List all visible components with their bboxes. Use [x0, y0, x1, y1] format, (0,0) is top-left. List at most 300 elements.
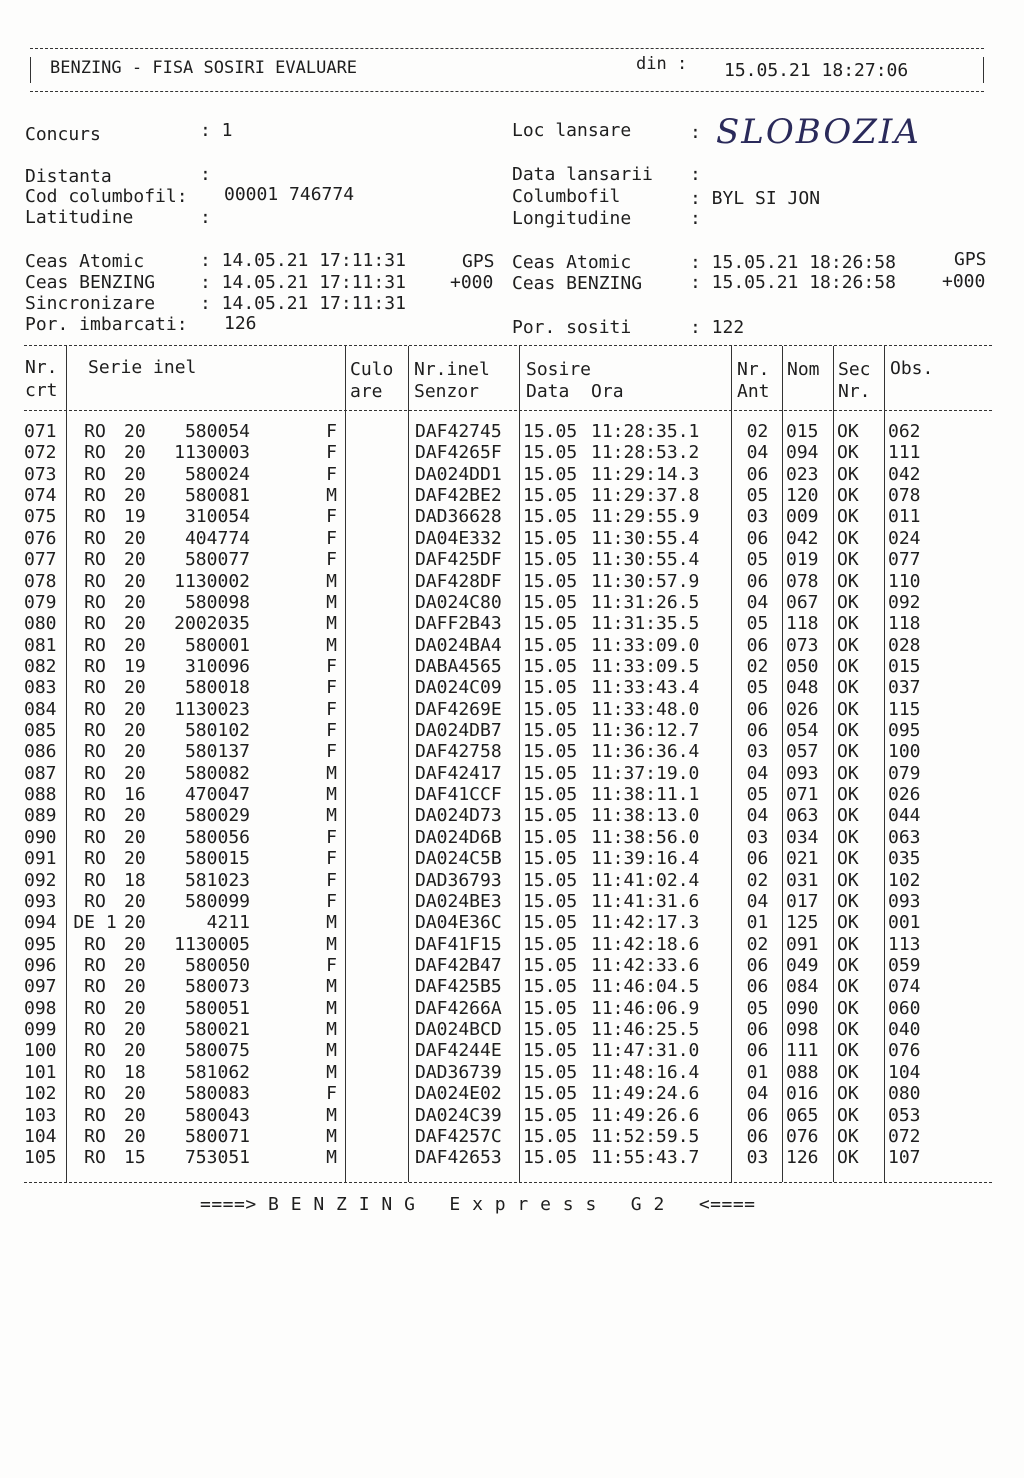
row-obs: 110 [888, 570, 921, 592]
row-time: 11:29:55.9 [591, 506, 700, 528]
row-nr: 091 [24, 848, 57, 870]
row-obs: 111 [888, 442, 921, 464]
row-senzor: DAF41CCF [415, 784, 502, 806]
row-ant: 06 [746, 570, 769, 592]
row-culoare [343, 1083, 409, 1104]
row-nom: 118 [786, 613, 819, 635]
row-culoare [343, 677, 409, 698]
row-ant: 06 [746, 954, 769, 976]
col-sosire-header-1: Sosire [526, 359, 592, 380]
table-row [24, 656, 942, 677]
row-year: 20 [124, 890, 146, 912]
row-culoare [343, 741, 409, 762]
ceas-atomic-left-value: : 14.05.21 17:11:31 [200, 250, 406, 271]
table-row [24, 848, 942, 869]
row-nr: 103 [24, 1104, 57, 1126]
data-lansarii-label: Data lansarii [512, 164, 653, 185]
row-sec: OK [837, 976, 859, 998]
row-time: 11:33:43.4 [591, 677, 700, 699]
table-row [24, 1126, 942, 1147]
row-ring-number: 404774 [184, 527, 250, 549]
table-row [24, 1083, 942, 1104]
row-culoare [343, 827, 409, 848]
row-obs: 026 [888, 784, 921, 806]
columbofil-label: Columbofil [512, 186, 621, 207]
row-nr: 100 [24, 1040, 57, 1062]
row-ant: 06 [746, 1125, 769, 1147]
row-sex: F [326, 1083, 337, 1105]
row-ant: 05 [746, 997, 769, 1019]
row-year: 20 [124, 848, 146, 870]
row-sec: OK [837, 421, 859, 442]
row-nr: 078 [24, 570, 57, 592]
por-imbarcati-value: 126 [224, 313, 257, 334]
row-ring-number: 753051 [184, 1147, 250, 1169]
row-year: 20 [124, 677, 146, 699]
row-nom: 057 [786, 741, 819, 763]
row-ring-number: 2002035 [174, 613, 250, 635]
row-year: 20 [124, 570, 146, 592]
table-row [24, 891, 942, 912]
row-date: 15.05 [523, 655, 578, 677]
row-country: RO [84, 784, 106, 806]
row-date: 15.05 [523, 1040, 578, 1062]
row-nr: 105 [24, 1147, 57, 1169]
row-nom: 078 [786, 570, 819, 592]
row-ring-number: 470047 [184, 784, 250, 806]
row-nom: 076 [786, 1125, 819, 1147]
row-year: 20 [124, 591, 146, 613]
row-date: 15.05 [523, 869, 578, 891]
row-sec: OK [837, 591, 859, 613]
row-time: 11:33:48.0 [591, 698, 700, 720]
row-date: 15.05 [523, 933, 578, 955]
row-ring-number: 580021 [184, 1019, 250, 1041]
row-time: 11:29:37.8 [591, 485, 700, 507]
row-culoare [343, 635, 409, 656]
row-country: RO [84, 720, 106, 742]
row-senzor: DA024BCD [415, 1019, 502, 1041]
row-sex: M [326, 805, 337, 827]
row-senzor: DAF42BE2 [415, 485, 502, 507]
table-row [24, 592, 942, 613]
table-row [24, 613, 942, 634]
row-senzor: DAF42653 [415, 1147, 502, 1169]
row-senzor: DA024DB7 [415, 720, 502, 742]
row-nom: 034 [786, 826, 819, 848]
row-year: 20 [124, 762, 146, 784]
row-obs: 113 [888, 933, 921, 955]
row-nom: 048 [786, 677, 819, 699]
row-sex: M [326, 933, 337, 955]
row-sex: F [326, 463, 337, 485]
row-country: RO [84, 890, 106, 912]
row-country: RO [84, 698, 106, 720]
row-sex: M [326, 784, 337, 806]
row-time: 11:42:33.6 [591, 954, 700, 976]
row-ring-number: 581062 [184, 1061, 250, 1083]
row-ring-number: 580102 [184, 720, 250, 742]
row-obs: 059 [888, 954, 921, 976]
row-ring-number: 580071 [184, 1125, 250, 1147]
row-sec: OK [837, 1104, 859, 1126]
row-obs: 077 [888, 549, 921, 571]
row-ant: 05 [746, 485, 769, 507]
row-senzor: DAF42417 [415, 762, 502, 784]
row-sec: OK [837, 463, 859, 485]
row-ring-number: 580056 [184, 826, 250, 848]
row-sex: F [326, 527, 337, 549]
row-sec: OK [837, 613, 859, 635]
row-ring-number: 580054 [184, 421, 250, 442]
table-row [24, 827, 942, 848]
row-country: RO [84, 1061, 106, 1083]
row-nom: 050 [786, 655, 819, 677]
report-datetime: 15.05.21 18:27:06 [724, 60, 909, 81]
ceas-atomic-left-label: Ceas Atomic [25, 251, 145, 272]
row-culoare [343, 1126, 409, 1147]
row-culoare [343, 656, 409, 677]
row-culoare [343, 528, 409, 549]
row-year: 20 [124, 421, 146, 442]
row-year: 20 [124, 997, 146, 1019]
row-senzor: DAF4265F [415, 442, 502, 464]
row-sex: M [326, 1019, 337, 1041]
row-time: 11:38:56.0 [591, 826, 700, 848]
row-date: 15.05 [523, 890, 578, 912]
row-date: 15.05 [523, 720, 578, 742]
row-ant: 02 [746, 869, 769, 891]
row-sec: OK [837, 677, 859, 699]
row-nr: 090 [24, 826, 57, 848]
row-country: RO [84, 485, 106, 507]
row-ant: 01 [746, 1061, 769, 1083]
row-country: RO [84, 527, 106, 549]
row-date: 15.05 [523, 506, 578, 528]
table-row [24, 934, 942, 955]
row-nr: 077 [24, 549, 57, 571]
row-sec: OK [837, 1019, 859, 1041]
row-obs: 037 [888, 677, 921, 699]
loc-lansare-sep: : [690, 122, 701, 143]
row-culoare [343, 870, 409, 891]
row-nom: 098 [786, 1019, 819, 1041]
row-sec: OK [837, 890, 859, 912]
table-row [24, 677, 942, 698]
row-nom: 031 [786, 869, 819, 891]
row-nom: 088 [786, 1061, 819, 1083]
row-sex: M [326, 912, 337, 934]
row-sex: M [326, 976, 337, 998]
row-sex: F [326, 442, 337, 464]
row-time: 11:37:19.0 [591, 762, 700, 784]
row-nr: 076 [24, 527, 57, 549]
row-nom: 016 [786, 1083, 819, 1105]
row-sec: OK [837, 848, 859, 870]
table-row [24, 1062, 942, 1083]
row-year: 20 [124, 527, 146, 549]
row-year: 20 [124, 698, 146, 720]
col-ant-header-1: Nr. [737, 359, 770, 380]
row-nom: 067 [786, 591, 819, 613]
row-culoare [343, 1105, 409, 1126]
row-sex: F [326, 890, 337, 912]
row-sex: F [326, 698, 337, 720]
row-senzor: DA024DD1 [415, 463, 502, 485]
table-row [24, 699, 942, 720]
row-year: 20 [124, 1019, 146, 1041]
header-left-border [30, 57, 31, 83]
table-row [24, 506, 942, 527]
row-senzor: DAF425DF [415, 549, 502, 571]
row-culoare [343, 571, 409, 592]
row-date: 15.05 [523, 570, 578, 592]
row-ring-number: 1130023 [174, 698, 250, 720]
table-row [24, 720, 942, 741]
row-nom: 017 [786, 890, 819, 912]
row-obs: 060 [888, 997, 921, 1019]
row-country: RO [84, 1125, 106, 1147]
row-sec: OK [837, 442, 859, 464]
row-obs: 100 [888, 741, 921, 763]
row-ring-number: 580043 [184, 1104, 250, 1126]
row-ant: 06 [746, 720, 769, 742]
row-date: 15.05 [523, 954, 578, 976]
row-culoare [343, 613, 409, 634]
row-senzor: DA024D6B [415, 826, 502, 848]
row-nr: 098 [24, 997, 57, 1019]
row-nom: 026 [786, 698, 819, 720]
row-nr: 085 [24, 720, 57, 742]
row-culoare [343, 805, 409, 826]
row-obs: 080 [888, 1083, 921, 1105]
row-date: 15.05 [523, 677, 578, 699]
col-nom-header: Nom [787, 359, 820, 380]
row-date: 15.05 [523, 976, 578, 998]
row-sex: M [326, 1125, 337, 1147]
row-senzor: DA024C09 [415, 677, 502, 699]
concurs-value: : 1 [200, 120, 233, 141]
row-time: 11:36:12.7 [591, 720, 700, 742]
row-date: 15.05 [523, 741, 578, 763]
row-senzor: DAD36739 [415, 1061, 502, 1083]
row-obs: 079 [888, 762, 921, 784]
row-time: 11:48:16.4 [591, 1061, 700, 1083]
row-time: 11:28:35.1 [591, 421, 700, 442]
row-year: 20 [124, 442, 146, 464]
latitudine-value: : [200, 207, 211, 228]
row-year: 16 [124, 784, 146, 806]
row-nom: 063 [786, 805, 819, 827]
row-ring-number: 580073 [184, 976, 250, 998]
row-year: 20 [124, 485, 146, 507]
table-header-rule [24, 410, 992, 411]
row-ant: 04 [746, 762, 769, 784]
row-ring-number: 1130003 [174, 442, 250, 464]
row-nom: 091 [786, 933, 819, 955]
row-senzor: DAF4244E [415, 1040, 502, 1062]
row-sec: OK [837, 698, 859, 720]
row-ring-number: 310054 [184, 506, 250, 528]
row-sec: OK [837, 720, 859, 742]
row-ant: 05 [746, 784, 769, 806]
row-obs: 076 [888, 1040, 921, 1062]
row-nr: 097 [24, 976, 57, 998]
row-nr: 092 [24, 869, 57, 891]
row-nr: 093 [24, 890, 57, 912]
row-ring-number: 580051 [184, 997, 250, 1019]
table-row [24, 805, 942, 826]
row-sec: OK [837, 506, 859, 528]
row-nr: 074 [24, 485, 57, 507]
row-date: 15.05 [523, 1061, 578, 1083]
row-culoare [343, 891, 409, 912]
row-nom: 023 [786, 463, 819, 485]
table-row [24, 1147, 942, 1168]
row-sec: OK [837, 1061, 859, 1083]
row-ring-number: 580024 [184, 463, 250, 485]
row-ant: 02 [746, 421, 769, 442]
row-nr: 089 [24, 805, 57, 827]
row-sec: OK [837, 1040, 859, 1062]
row-nr: 071 [24, 421, 57, 442]
row-nom: 054 [786, 720, 819, 742]
data-lansarii-value: : [690, 164, 701, 185]
row-sex: M [326, 485, 337, 507]
row-senzor: DA024C5B [415, 848, 502, 870]
row-sec: OK [837, 912, 859, 934]
row-senzor: DA024D73 [415, 805, 502, 827]
row-ant: 06 [746, 634, 769, 656]
table-bottom-rule [24, 1182, 992, 1183]
row-year: 18 [124, 1061, 146, 1083]
table-row [24, 528, 942, 549]
row-ant: 04 [746, 890, 769, 912]
row-nom: 019 [786, 549, 819, 571]
row-obs: 053 [888, 1104, 921, 1126]
row-sec: OK [837, 762, 859, 784]
row-senzor: DAF4269E [415, 698, 502, 720]
row-sex: F [326, 421, 337, 442]
row-sec: OK [837, 784, 859, 806]
row-ant: 05 [746, 677, 769, 699]
row-ring-number: 580018 [184, 677, 250, 699]
row-sec: OK [837, 954, 859, 976]
row-ring-number: 1130002 [174, 570, 250, 592]
row-senzor: DAD36628 [415, 506, 502, 528]
table-row [24, 784, 942, 805]
row-sex: M [326, 1104, 337, 1126]
ceas-benzing-right-value: : 15.05.21 18:26:58 [690, 272, 896, 293]
row-country: RO [84, 613, 106, 635]
row-senzor: DA024BA4 [415, 634, 502, 656]
row-nr: 094 [24, 912, 57, 934]
row-ant: 06 [746, 527, 769, 549]
row-sec: OK [837, 485, 859, 507]
row-time: 11:29:14.3 [591, 463, 700, 485]
row-year: 20 [124, 912, 146, 934]
col-senzor-header-2: Senzor [414, 381, 480, 402]
row-sec: OK [837, 1083, 859, 1105]
table-row [24, 976, 942, 997]
cod-columbofil-label: Cod columbofil: [25, 186, 188, 207]
table-row [24, 763, 942, 784]
row-time: 11:49:24.6 [591, 1083, 700, 1105]
row-obs: 118 [888, 613, 921, 635]
row-nom: 049 [786, 954, 819, 976]
row-ant: 06 [746, 1019, 769, 1041]
row-sex: M [326, 997, 337, 1019]
row-ant: 05 [746, 549, 769, 571]
row-ant: 03 [746, 741, 769, 763]
row-sex: F [326, 549, 337, 571]
row-ring-number: 580137 [184, 741, 250, 763]
row-sex: M [326, 613, 337, 635]
row-time: 11:55:43.7 [591, 1147, 700, 1169]
row-senzor: DAF4257C [415, 1125, 502, 1147]
row-sex: F [326, 506, 337, 528]
row-time: 11:30:57.9 [591, 570, 700, 592]
por-imbarcati-label: Por. imbarcati: [25, 314, 188, 335]
table-row [24, 571, 942, 592]
por-sositi-label: Por. sositi [512, 317, 632, 338]
row-culoare [343, 976, 409, 997]
row-ant: 06 [746, 1104, 769, 1126]
row-ant: 05 [746, 613, 769, 635]
ceas-benzing-right-extra: +000 [942, 271, 986, 292]
row-ring-number: 580015 [184, 848, 250, 870]
col-nr-header-1: Nr. [25, 357, 58, 378]
row-senzor: DA04E332 [415, 527, 502, 549]
ceas-atomic-right-extra: GPS [954, 249, 987, 270]
row-date: 15.05 [523, 762, 578, 784]
row-ant: 03 [746, 506, 769, 528]
row-date: 15.05 [523, 1104, 578, 1126]
row-ring-number: 580083 [184, 1083, 250, 1105]
row-country: RO [84, 762, 106, 784]
row-nom: 071 [786, 784, 819, 806]
row-time: 11:46:04.5 [591, 976, 700, 998]
row-date: 15.05 [523, 997, 578, 1019]
row-country: RO [84, 1147, 106, 1169]
sincronizare-label: Sincronizare [25, 293, 156, 314]
row-nom: 090 [786, 997, 819, 1019]
row-obs: 102 [888, 869, 921, 891]
row-obs: 095 [888, 720, 921, 742]
row-culoare [343, 955, 409, 976]
row-country: RO [84, 442, 106, 464]
row-senzor: DA04E36C [415, 912, 502, 934]
row-country: RO [84, 826, 106, 848]
row-country: RO [84, 933, 106, 955]
sincronizare-value: : 14.05.21 17:11:31 [200, 293, 406, 314]
row-year: 20 [124, 1125, 146, 1147]
row-nom: 111 [786, 1040, 819, 1062]
row-senzor: DAF425B5 [415, 976, 502, 998]
row-sex: F [326, 826, 337, 848]
row-year: 20 [124, 805, 146, 827]
row-obs: 028 [888, 634, 921, 656]
row-time: 11:38:11.1 [591, 784, 700, 806]
ceas-benzing-left-value: : 14.05.21 17:11:31 [200, 272, 406, 293]
row-date: 15.05 [523, 784, 578, 806]
row-culoare [343, 1147, 409, 1168]
row-senzor: DA024C39 [415, 1104, 502, 1126]
row-ring-number: 580082 [184, 762, 250, 784]
row-nr: 086 [24, 741, 57, 763]
row-year: 20 [124, 954, 146, 976]
row-sec: OK [837, 527, 859, 549]
